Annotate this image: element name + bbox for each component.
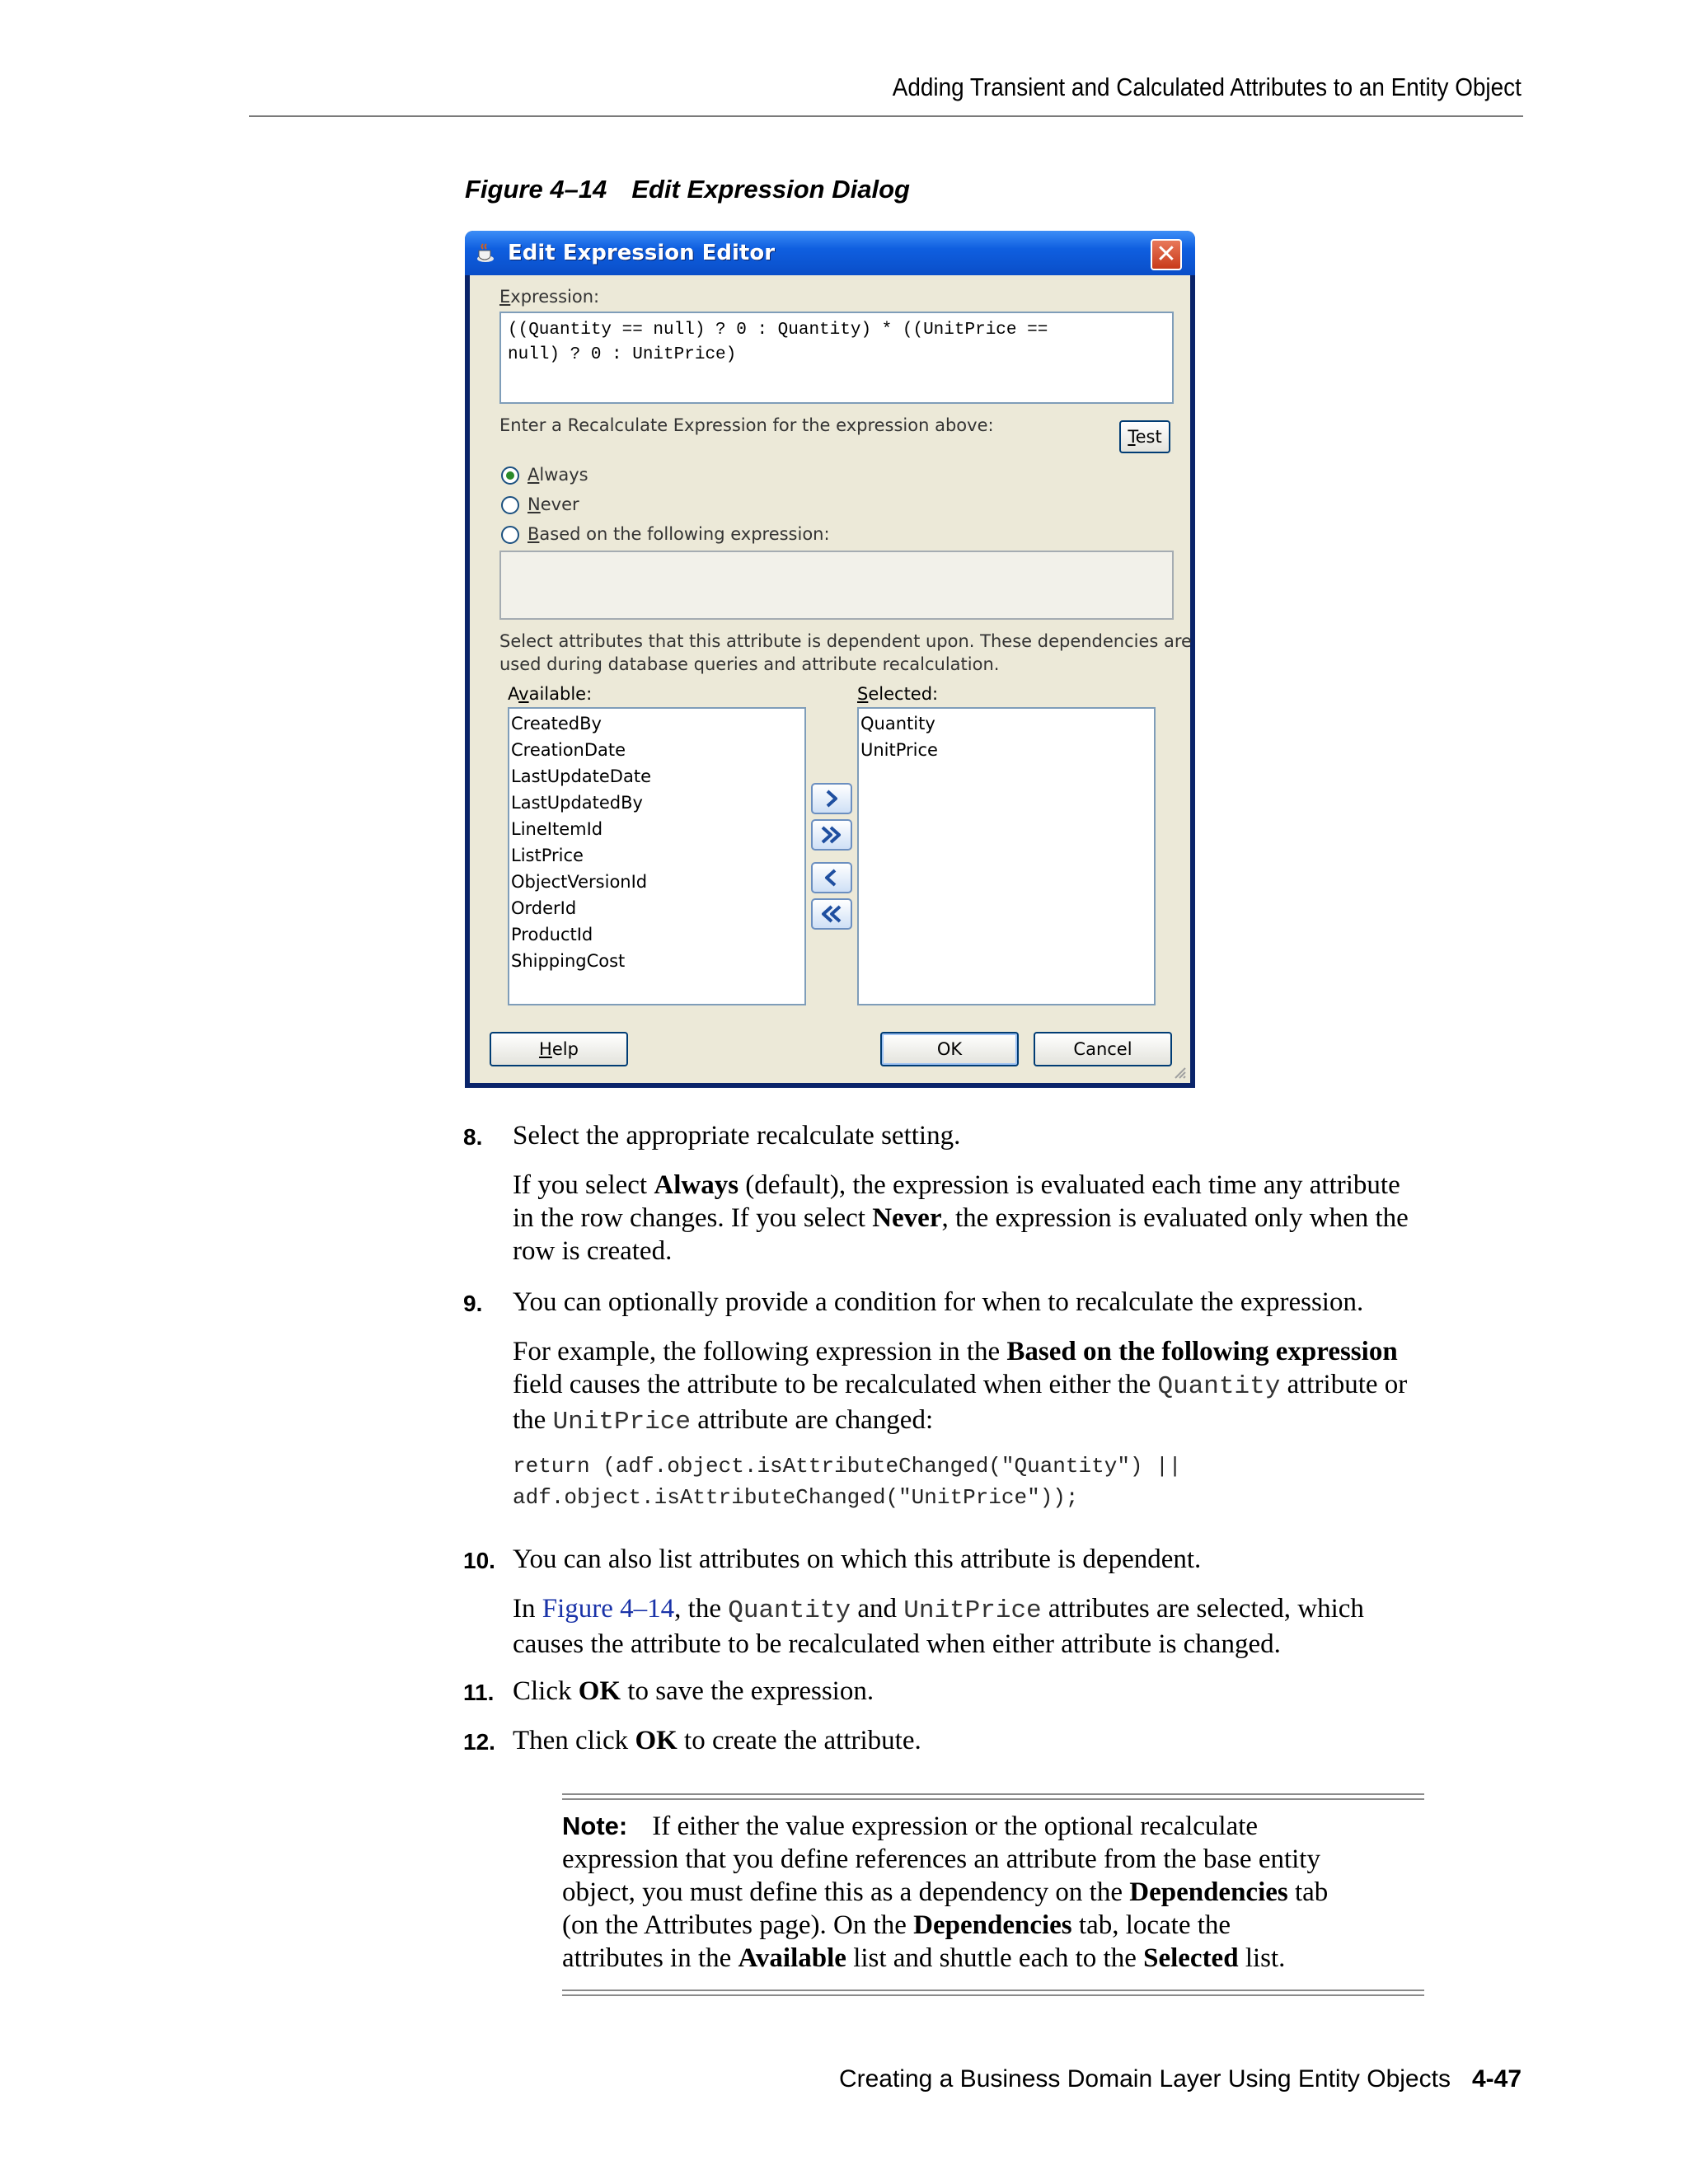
dialog-title: Edit Expression Editor — [508, 241, 776, 265]
step-number: 12. — [463, 1729, 495, 1755]
step-number: 11. — [463, 1680, 495, 1705]
step10-detail: In Figure 4–14, the Quantity and UnitPrice attributes are selected, which causes the attribute to be recalculated when either attribute is changed. — [513, 1594, 1364, 1659]
ok-button[interactable]: OK — [880, 1032, 1019, 1066]
close-button[interactable] — [1151, 239, 1182, 270]
list-item[interactable]: ObjectVersionId — [511, 872, 648, 892]
dependency-note-line-2: used during database queries and attribute recalculation. — [499, 654, 1000, 674]
header-rule — [249, 115, 1523, 117]
dialog-client-area — [470, 275, 1190, 1083]
figure-number: Figure 4–14 — [465, 175, 607, 204]
edit-expression-dialog — [465, 231, 1195, 1088]
figure-caption — [465, 175, 910, 204]
selected-list[interactable] — [857, 707, 1156, 1005]
footer-chapter-title: Creating a Business Domain Layer Using Entity Objects — [838, 2065, 1451, 2093]
radio-based-on-label: Based on the following expression: — [528, 524, 830, 544]
list-item[interactable]: Quantity — [860, 714, 935, 733]
selected-label: Selected: — [857, 684, 939, 704]
recalc-prompt: Enter a Recalculate Expression for the expression above: — [499, 415, 994, 435]
note-top-rule — [562, 1798, 1424, 1800]
expression-line-1: ((Quantity == null) ? 0 : Quantity) * ((UnitPrice == — [508, 321, 1048, 340]
resize-grip-icon[interactable] — [1172, 1065, 1187, 1080]
chevron-right-icon — [813, 785, 851, 813]
step-text: Click OK to save the expression. — [513, 1676, 874, 1706]
expression-textarea[interactable] — [499, 312, 1174, 404]
cancel-button[interactable]: Cancel — [1034, 1032, 1172, 1066]
move-left-button[interactable] — [811, 862, 852, 893]
page-footer — [839, 2065, 1522, 2093]
java-cup-icon — [475, 242, 496, 264]
step-number: 9. — [463, 1291, 483, 1316]
note-label: Note: — [562, 1811, 628, 1840]
expression-label: Expression: — [499, 287, 600, 307]
step-text: Select the appropriate recalculate setting. — [513, 1121, 961, 1151]
expression-line-2: null) ? 0 : UnitPrice) — [508, 345, 737, 364]
step-number: 10. — [463, 1548, 495, 1573]
running-header: Adding Transient and Calculated Attributes to an Entity Object — [892, 73, 1522, 101]
test-button[interactable]: Test — [1119, 420, 1170, 453]
dependency-note-line-1: Select attributes that this attribute is dependent upon. These dependencies are — [499, 631, 1192, 651]
dialog-titlebar — [465, 231, 1195, 275]
move-right-button[interactable] — [811, 783, 852, 814]
list-item[interactable]: LineItemId — [511, 819, 603, 839]
note-box: Note: If either the value expression or the optional recalculate expression that you define references an attribute from the base entity object, you must define this as a dependency on the Dependencies tab (on the Attributes page). On the Dependencies tab, locate the attributes in the Available list and shuttle each to the Selected list. — [562, 1811, 1329, 1973]
close-icon: ✕ — [1156, 240, 1177, 269]
move-all-left-button[interactable] — [811, 898, 852, 930]
figure-title: Edit Expression Dialog — [631, 175, 910, 204]
step-text: You can optionally provide a condition for when to recalculate the expression. — [513, 1287, 1364, 1317]
step-text: You can also list attributes on which this attribute is dependent. — [513, 1544, 1202, 1574]
chevron-left-icon — [813, 864, 851, 892]
double-chevron-right-icon — [813, 821, 851, 849]
help-button[interactable]: Help — [490, 1032, 628, 1066]
list-item[interactable]: LastUpdateDate — [511, 766, 651, 786]
list-item[interactable]: ShippingCost — [511, 951, 626, 971]
list-item[interactable]: LastUpdatedBy — [511, 793, 643, 813]
step9-detail: For example, the following expression in the Based on the following expression field causes the attribute to be recalculated when either the Quantity attribute or the UnitPrice attribute are changed: — [513, 1337, 1408, 1436]
figure-link[interactable]: Figure 4–14 — [542, 1594, 675, 1624]
radio-never-label: Never — [528, 494, 579, 514]
radio-always-label: Always — [528, 465, 588, 485]
move-all-right-button[interactable] — [811, 819, 852, 851]
list-item[interactable]: OrderId — [511, 898, 577, 918]
list-item[interactable]: ProductId — [511, 925, 593, 944]
radio-selected-dot — [506, 471, 514, 480]
step-text: Then click OK to create the attribute. — [513, 1726, 921, 1755]
note-bottom-rule — [562, 1994, 1424, 1996]
code-example: return (adf.object.isAttributeChanged("Quantity") || adf.object.isAttributeChanged("UnitPrice")); — [513, 1454, 1182, 1510]
radio-based-on-button[interactable] — [501, 526, 519, 544]
step8-detail: If you select Always (default), the expression is evaluated each time any attribute in the row changes. If you select Never, the expression is evaluated only when the row is created. — [513, 1170, 1409, 1266]
list-item[interactable]: ListPrice — [511, 846, 584, 865]
double-chevron-left-icon — [813, 900, 851, 928]
note-bottom-rule — [562, 1990, 1424, 1991]
available-list[interactable] — [508, 707, 806, 1005]
recalc-expression-textarea[interactable] — [499, 551, 1174, 620]
step-number: 8. — [463, 1124, 483, 1150]
radio-never-button[interactable] — [501, 496, 519, 514]
available-label: Available: — [508, 684, 593, 704]
list-item[interactable]: UnitPrice — [860, 740, 938, 760]
list-item[interactable]: CreatedBy — [511, 714, 602, 733]
list-item[interactable]: CreationDate — [511, 740, 626, 760]
note-top-rule — [562, 1793, 1424, 1795]
page-number: 4-47 — [1471, 2065, 1522, 2093]
radio-always-button[interactable] — [501, 466, 519, 485]
